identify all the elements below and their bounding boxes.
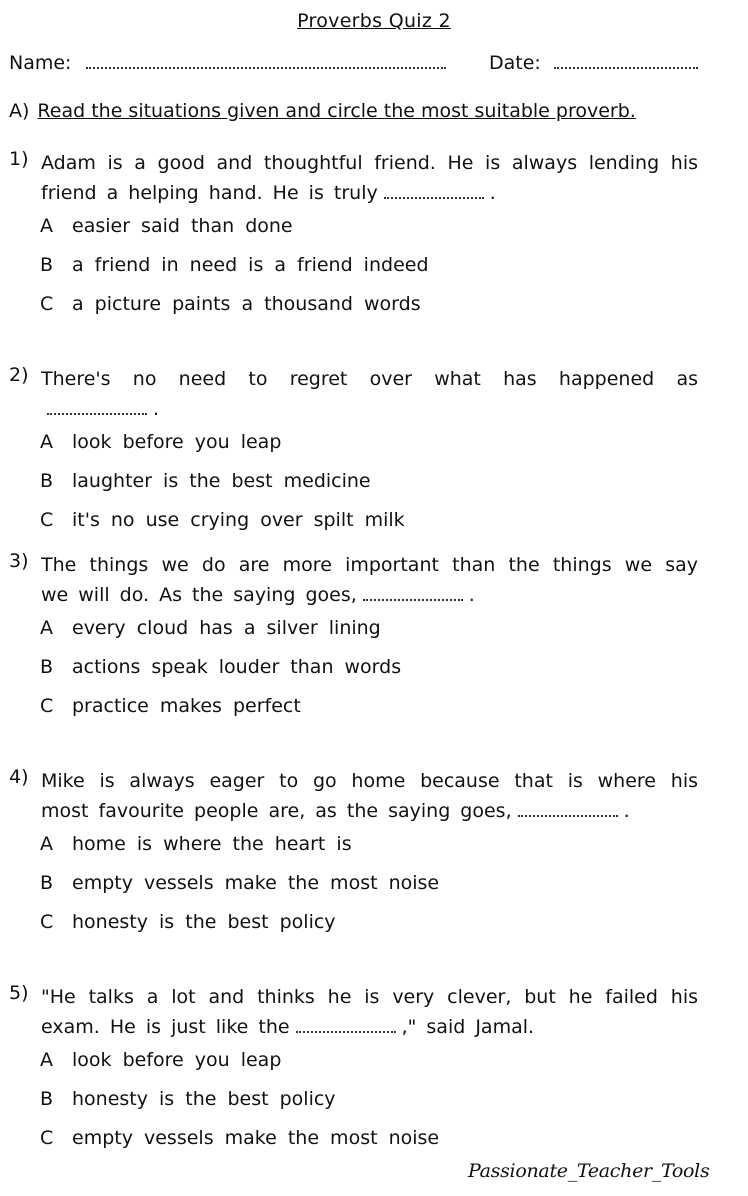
question-number: 1): [9, 148, 29, 170]
question-1: [9, 148, 698, 325]
footer-credit: Passionate_Teacher_Tools: [468, 1160, 710, 1182]
question-number: 4): [9, 766, 29, 788]
option-a[interactable]: A every cloud has a silver lining: [40, 617, 381, 639]
question-number: 2): [9, 364, 29, 386]
question-2: [9, 364, 698, 541]
option-b[interactable]: B honesty is the best policy: [40, 1088, 336, 1110]
option-b[interactable]: B actions speak louder than words: [40, 656, 402, 678]
question-number: 5): [9, 982, 29, 1004]
question-text: Mike is always eager to go home because that is where his most favourite people are, as the saying goes, .: [41, 770, 698, 822]
question-number: 3): [9, 550, 29, 572]
name-field[interactable]: [86, 66, 446, 69]
option-c[interactable]: C practice makes perfect: [40, 695, 301, 717]
option-b[interactable]: B laughter is the best medicine: [40, 470, 371, 492]
question-text: "He talks a lot and thinks he is very clever, but he failed his exam. He is just like the ," said Jamal.: [41, 986, 698, 1038]
option-c[interactable]: C empty vessels make the most noise: [40, 1127, 440, 1149]
option-a[interactable]: A home is where the heart is: [40, 833, 352, 855]
quiz-title: Proverbs Quiz 2: [297, 10, 451, 32]
question-text: Adam is a good and thoughtful friend. He is always lending his friend a helping hand. He is truly .: [41, 152, 698, 204]
answer-blank[interactable]: [384, 183, 484, 199]
date-field[interactable]: [554, 66, 698, 69]
section-letter: A): [9, 100, 30, 122]
question-4: [9, 766, 698, 943]
answer-blank[interactable]: [47, 399, 147, 415]
option-b[interactable]: B empty vessels make the most noise: [40, 872, 440, 894]
option-c[interactable]: C honesty is the best policy: [40, 911, 336, 933]
answer-blank[interactable]: [363, 585, 463, 601]
option-c[interactable]: C it's no use crying over spilt milk: [40, 509, 405, 531]
name-date-row: [9, 52, 698, 80]
question-3: [9, 550, 698, 727]
option-c[interactable]: C a picture paints a thousand words: [40, 293, 421, 315]
option-a[interactable]: A look before you leap: [40, 1049, 282, 1071]
option-a[interactable]: A look before you leap: [40, 431, 282, 453]
question-5: [9, 982, 698, 1159]
question-text: The things we do are more important than the things we say we will do. As the saying goes, .: [41, 554, 698, 606]
name-label: Name:: [9, 52, 72, 74]
date-label: Date:: [489, 52, 541, 74]
section-instruction: Read the situations given and circle the most suitable proverb.: [37, 100, 636, 122]
question-text: There's no need to regret over what has happened as.: [41, 368, 698, 420]
option-a[interactable]: A easier said than done: [40, 215, 293, 237]
answer-blank[interactable]: [296, 1017, 396, 1033]
answer-blank[interactable]: [518, 801, 618, 817]
section-heading: [9, 100, 698, 122]
option-b[interactable]: B a friend in need is a friend indeed: [40, 254, 429, 276]
